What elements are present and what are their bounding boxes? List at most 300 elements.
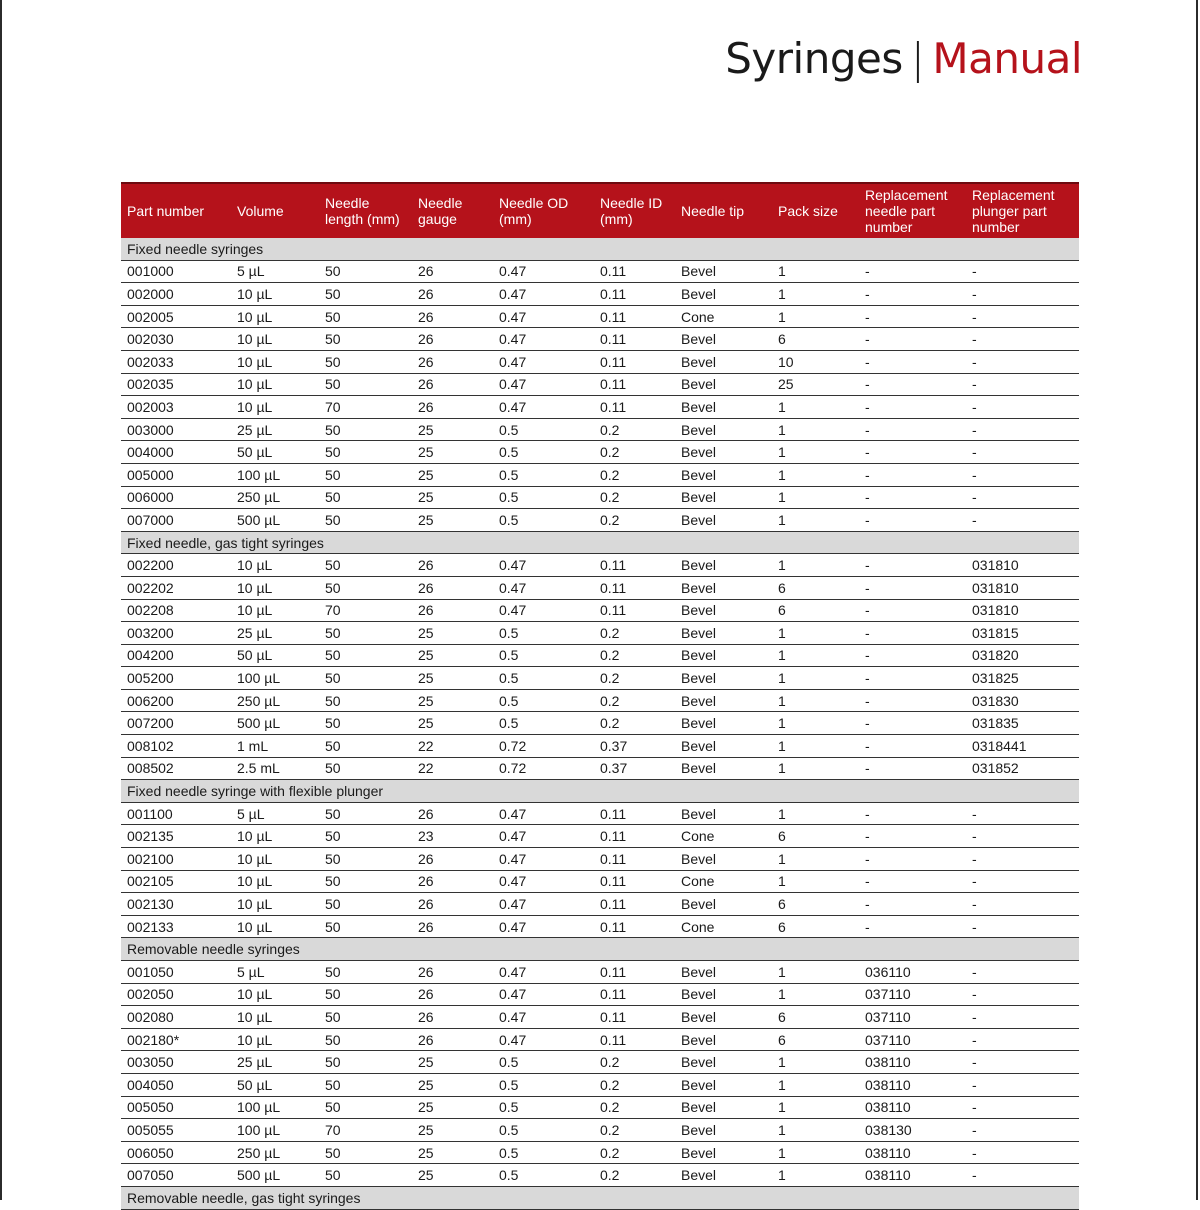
table-cell: - [859, 463, 966, 486]
table-cell: 50 [319, 486, 412, 509]
table-cell: 10 µL [231, 1006, 319, 1029]
table-cell: Bevel [675, 1141, 772, 1164]
table-cell: 0.5 [493, 644, 594, 667]
table-cell: - [966, 848, 1079, 871]
table-cell: 031810 [966, 576, 1079, 599]
table-cell: - [859, 802, 966, 825]
table-cell: 10 µL [231, 599, 319, 622]
table-cell: 037110 [859, 1006, 966, 1029]
table-row [121, 802, 1079, 825]
table-cell: 10 µL [231, 893, 319, 916]
table-cell: Bevel [675, 1164, 772, 1187]
table-cell: Bevel [675, 893, 772, 916]
table-cell: 500 µL [231, 1164, 319, 1187]
table-cell: 031810 [966, 554, 1079, 577]
table-cell: 50 [319, 622, 412, 645]
table-cell: - [859, 644, 966, 667]
table-cell: 038130 [859, 1119, 966, 1142]
table-cell: 10 µL [231, 848, 319, 871]
table-cell: 50 [319, 283, 412, 306]
table-cell: Bevel [675, 576, 772, 599]
table-cell: Bevel [675, 848, 772, 871]
table-cell: 1 [772, 667, 859, 690]
table-row [121, 757, 1079, 780]
column-header: Needle length (mm) [319, 183, 412, 238]
table-cell: 26 [412, 870, 493, 893]
table-cell: 1 [772, 260, 859, 283]
table-cell: 1 [772, 622, 859, 645]
table-cell: 10 µL [231, 305, 319, 328]
table-cell: Bevel [675, 260, 772, 283]
table-cell: 50 µL [231, 441, 319, 464]
table-cell: - [966, 509, 1079, 532]
table-row [121, 1141, 1079, 1164]
table-cell: 25 [412, 1051, 493, 1074]
table-cell: 10 µL [231, 1028, 319, 1051]
syringe-parts-table [121, 182, 1079, 1210]
table-cell: - [859, 848, 966, 871]
table-cell: 0.2 [594, 1096, 675, 1119]
table-cell: 26 [412, 802, 493, 825]
table-cell: - [966, 1073, 1079, 1096]
table-cell: 25 [412, 622, 493, 645]
table-row [121, 667, 1079, 690]
table-cell: 0.5 [493, 712, 594, 735]
table-cell: 0.11 [594, 373, 675, 396]
table-cell: 25 [412, 689, 493, 712]
table-cell: Bevel [675, 486, 772, 509]
table-cell: 0.5 [493, 622, 594, 645]
table-cell: 1 [772, 418, 859, 441]
table-row [121, 283, 1079, 306]
table-cell: 23 [412, 825, 493, 848]
table-cell: 6 [772, 915, 859, 938]
table-cell: 2.5 mL [231, 757, 319, 780]
table-cell: - [966, 463, 1079, 486]
table-cell: 26 [412, 305, 493, 328]
table-cell: 0.47 [493, 396, 594, 419]
table-cell: 250 µL [231, 486, 319, 509]
table-cell: 25 [412, 667, 493, 690]
table-cell: 0.5 [493, 1164, 594, 1187]
table-cell: 031852 [966, 757, 1079, 780]
table-cell: Bevel [675, 441, 772, 464]
table-row [121, 1028, 1079, 1051]
table-cell: 031820 [966, 644, 1079, 667]
table-cell: Bevel [675, 802, 772, 825]
table-cell: 002100 [121, 848, 231, 871]
document-section: Manual [932, 34, 1082, 83]
table-cell: - [859, 396, 966, 419]
table-cell: - [966, 893, 1079, 916]
table-row [121, 712, 1079, 735]
table-cell: 001000 [121, 260, 231, 283]
table-cell: Bevel [675, 983, 772, 1006]
table-cell: 26 [412, 396, 493, 419]
table-cell: 50 [319, 712, 412, 735]
table-cell: 0.47 [493, 554, 594, 577]
table-cell: - [966, 870, 1079, 893]
table-cell: 0.37 [594, 735, 675, 758]
table-cell: 10 µL [231, 283, 319, 306]
table-cell: 50 [319, 305, 412, 328]
table-cell: 0.2 [594, 463, 675, 486]
table-cell: 10 [772, 350, 859, 373]
table-cell: - [966, 825, 1079, 848]
table-cell: 038110 [859, 1164, 966, 1187]
table-cell: Bevel [675, 509, 772, 532]
table-cell: Bevel [675, 1119, 772, 1142]
table-row [121, 1096, 1079, 1119]
table-cell: 0.11 [594, 983, 675, 1006]
table-cell: 007050 [121, 1164, 231, 1187]
table-cell: Bevel [675, 712, 772, 735]
table-cell: - [859, 441, 966, 464]
table-cell: 0.47 [493, 983, 594, 1006]
table-cell: Bevel [675, 1006, 772, 1029]
table-cell: 50 [319, 1006, 412, 1029]
table-cell: 1 [772, 802, 859, 825]
table-cell: Cone [675, 305, 772, 328]
table-cell: Bevel [675, 373, 772, 396]
group-header-row [121, 531, 1079, 554]
table-row [121, 961, 1079, 984]
table-cell: 0.2 [594, 1051, 675, 1074]
table-row [121, 260, 1079, 283]
table-row [121, 418, 1079, 441]
table-cell: 0.2 [594, 689, 675, 712]
table-row [121, 825, 1079, 848]
table-cell: 0.11 [594, 825, 675, 848]
table-cell: 007000 [121, 509, 231, 532]
table-cell: 250 µL [231, 1141, 319, 1164]
table-cell: 10 µL [231, 396, 319, 419]
table-cell: 100 µL [231, 463, 319, 486]
table-cell: 50 [319, 441, 412, 464]
table-cell: Bevel [675, 396, 772, 419]
table-cell: 50 [319, 576, 412, 599]
table-cell: 003200 [121, 622, 231, 645]
table-cell: - [966, 1096, 1079, 1119]
table-cell: 0318441 [966, 735, 1079, 758]
table-cell: - [859, 283, 966, 306]
table-cell: 1 [772, 735, 859, 758]
group-header-row [121, 938, 1079, 961]
table-cell: 1 [772, 1141, 859, 1164]
table-cell: 50 [319, 463, 412, 486]
table-cell: 50 [319, 1141, 412, 1164]
table-cell: 001100 [121, 802, 231, 825]
table-cell: 002208 [121, 599, 231, 622]
table-cell: 26 [412, 283, 493, 306]
table-cell: 100 µL [231, 1096, 319, 1119]
table-cell: 50 [319, 757, 412, 780]
table-cell: 0.2 [594, 644, 675, 667]
column-header: Needle ID (mm) [594, 183, 675, 238]
table-cell: 26 [412, 848, 493, 871]
table-cell: 26 [412, 373, 493, 396]
table-cell: 50 [319, 667, 412, 690]
table-cell: 26 [412, 1006, 493, 1029]
column-header: Needle tip [675, 183, 772, 238]
table-cell: 1 [772, 983, 859, 1006]
table-cell: 6 [772, 1006, 859, 1029]
table-cell: - [966, 1006, 1079, 1029]
table-cell: Bevel [675, 328, 772, 351]
table-cell: 22 [412, 735, 493, 758]
table-cell: 0.11 [594, 599, 675, 622]
syringe-table-container [121, 182, 1079, 1210]
table-cell: 6 [772, 576, 859, 599]
table-cell: - [859, 825, 966, 848]
table-cell: Bevel [675, 463, 772, 486]
table-cell: 037110 [859, 983, 966, 1006]
table-cell: - [966, 441, 1079, 464]
table-cell: 10 µL [231, 350, 319, 373]
table-cell: 50 [319, 554, 412, 577]
table-row [121, 305, 1079, 328]
table-cell: 22 [412, 757, 493, 780]
table-header-row [121, 183, 1079, 238]
table-cell: 50 [319, 870, 412, 893]
table-cell: 26 [412, 350, 493, 373]
table-cell: 0.11 [594, 350, 675, 373]
table-cell: 001050 [121, 961, 231, 984]
table-cell: 1 [772, 1096, 859, 1119]
table-cell: - [859, 554, 966, 577]
table-row [121, 396, 1079, 419]
table-cell: 031815 [966, 622, 1079, 645]
table-cell: 003050 [121, 1051, 231, 1074]
table-cell: 6 [772, 599, 859, 622]
table-cell: 031830 [966, 689, 1079, 712]
table-cell: 007200 [121, 712, 231, 735]
table-cell: 1 [772, 283, 859, 306]
table-cell: 50 [319, 373, 412, 396]
table-cell: Bevel [675, 283, 772, 306]
table-cell: 25 [412, 1096, 493, 1119]
table-cell: 1 [772, 689, 859, 712]
table-cell: 26 [412, 983, 493, 1006]
table-cell: 50 [319, 260, 412, 283]
table-row [121, 373, 1079, 396]
table-cell: 1 [772, 757, 859, 780]
table-cell: - [859, 599, 966, 622]
table-cell: 6 [772, 328, 859, 351]
table-cell: 0.5 [493, 441, 594, 464]
table-cell: 26 [412, 1028, 493, 1051]
table-cell: 25 [412, 1164, 493, 1187]
title-separator: | [910, 34, 925, 83]
table-cell: 70 [319, 1119, 412, 1142]
table-cell: - [859, 712, 966, 735]
table-cell: 50 [319, 1028, 412, 1051]
table-cell: 26 [412, 554, 493, 577]
table-cell: 0.2 [594, 441, 675, 464]
table-cell: 008102 [121, 735, 231, 758]
group-title: Removable needle syringes [121, 938, 1079, 961]
table-cell: 50 [319, 1164, 412, 1187]
table-cell: 0.2 [594, 1073, 675, 1096]
table-cell: 25 [412, 1119, 493, 1142]
table-cell: - [966, 802, 1079, 825]
table-cell: 004200 [121, 644, 231, 667]
table-cell: 002005 [121, 305, 231, 328]
table-cell: 003000 [121, 418, 231, 441]
table-cell: 0.5 [493, 667, 594, 690]
table-cell: 0.47 [493, 802, 594, 825]
table-cell: - [859, 305, 966, 328]
table-cell: 1 [772, 396, 859, 419]
table-cell: Bevel [675, 644, 772, 667]
group-header-row [121, 238, 1079, 260]
table-cell: 25 [412, 441, 493, 464]
table-cell: 0.11 [594, 870, 675, 893]
table-cell: 0.47 [493, 870, 594, 893]
table-cell: - [859, 870, 966, 893]
table-cell: - [966, 961, 1079, 984]
group-header-row [121, 1186, 1079, 1209]
table-cell: 26 [412, 260, 493, 283]
table-cell: 0.72 [493, 735, 594, 758]
table-cell: 0.2 [594, 509, 675, 532]
table-cell: 26 [412, 893, 493, 916]
table-cell: 6 [772, 825, 859, 848]
table-cell: 0.11 [594, 961, 675, 984]
table-cell: 26 [412, 961, 493, 984]
table-cell: 6 [772, 1028, 859, 1051]
table-cell: - [966, 396, 1079, 419]
table-cell: 0.5 [493, 1119, 594, 1142]
table-cell: 036110 [859, 961, 966, 984]
table-cell: 100 µL [231, 667, 319, 690]
table-cell: 25 [412, 509, 493, 532]
table-cell: 0.11 [594, 1006, 675, 1029]
table-cell: 0.11 [594, 802, 675, 825]
table-row [121, 576, 1079, 599]
table-cell: 25 [412, 486, 493, 509]
table-cell: 25 µL [231, 622, 319, 645]
table-row [121, 915, 1079, 938]
table-cell: 0.37 [594, 757, 675, 780]
table-cell: 50 [319, 1073, 412, 1096]
table-cell: - [966, 305, 1079, 328]
table-cell: 5 µL [231, 961, 319, 984]
table-cell: 1 [772, 1119, 859, 1142]
table-cell: 1 [772, 554, 859, 577]
table-cell: 002050 [121, 983, 231, 1006]
table-cell: 0.5 [493, 418, 594, 441]
table-cell: 037110 [859, 1028, 966, 1051]
table-row [121, 509, 1079, 532]
table-cell: 0.11 [594, 1028, 675, 1051]
table-cell: 005200 [121, 667, 231, 690]
table-cell: 0.47 [493, 283, 594, 306]
table-row [121, 689, 1079, 712]
table-cell: 25 µL [231, 418, 319, 441]
table-cell: Bevel [675, 418, 772, 441]
table-cell: 50 [319, 848, 412, 871]
table-cell: 10 µL [231, 915, 319, 938]
table-cell: 0.72 [493, 757, 594, 780]
table-cell: Bevel [675, 735, 772, 758]
table-cell: 50 µL [231, 1073, 319, 1096]
table-cell: 0.11 [594, 554, 675, 577]
table-cell: Bevel [675, 599, 772, 622]
table-cell: 0.11 [594, 396, 675, 419]
group-title: Fixed needle syringe with flexible plunger [121, 780, 1079, 803]
table-cell: - [859, 350, 966, 373]
table-cell: 031825 [966, 667, 1079, 690]
table-row [121, 1051, 1079, 1074]
table-cell: 0.47 [493, 825, 594, 848]
table-cell: 0.5 [493, 509, 594, 532]
table-cell: 25 [412, 1141, 493, 1164]
table-cell: 25 µL [231, 1051, 319, 1074]
table-cell: 031835 [966, 712, 1079, 735]
table-row [121, 1119, 1079, 1142]
table-cell: 500 µL [231, 509, 319, 532]
column-header: Replacement plunger part number [966, 183, 1079, 238]
table-cell: 70 [319, 599, 412, 622]
table-cell: - [966, 373, 1079, 396]
table-cell: 0.11 [594, 328, 675, 351]
table-cell: 031810 [966, 599, 1079, 622]
table-cell: Bevel [675, 1096, 772, 1119]
table-cell: Bevel [675, 1051, 772, 1074]
table-cell: 10 µL [231, 870, 319, 893]
table-cell: 10 µL [231, 825, 319, 848]
table-row [121, 554, 1079, 577]
table-cell: - [966, 260, 1079, 283]
table-cell: 0.2 [594, 712, 675, 735]
table-cell: 50 [319, 509, 412, 532]
table-row [121, 644, 1079, 667]
table-cell: 002135 [121, 825, 231, 848]
table-cell: 26 [412, 576, 493, 599]
table-cell: - [859, 509, 966, 532]
table-cell: 1 [772, 848, 859, 871]
table-cell: - [966, 350, 1079, 373]
table-cell: 500 µL [231, 712, 319, 735]
table-cell: - [859, 893, 966, 916]
table-cell: 1 [772, 961, 859, 984]
table-cell: 002130 [121, 893, 231, 916]
table-cell: - [966, 1028, 1079, 1051]
table-cell: 038110 [859, 1051, 966, 1074]
table-cell: 0.11 [594, 848, 675, 871]
table-cell: 002180* [121, 1028, 231, 1051]
table-cell: 0.5 [493, 1141, 594, 1164]
table-cell: 0.47 [493, 599, 594, 622]
table-cell: 25 [412, 712, 493, 735]
table-cell: 10 µL [231, 328, 319, 351]
table-cell: 002033 [121, 350, 231, 373]
table-cell: 1 [772, 870, 859, 893]
table-cell: 50 µL [231, 644, 319, 667]
table-cell: 002202 [121, 576, 231, 599]
table-cell: 0.2 [594, 667, 675, 690]
document-header [725, 34, 1082, 83]
table-cell: 006050 [121, 1141, 231, 1164]
table-cell: 26 [412, 915, 493, 938]
table-cell: 50 [319, 418, 412, 441]
table-cell: 26 [412, 599, 493, 622]
table-cell: 1 [772, 1051, 859, 1074]
table-cell: 008502 [121, 757, 231, 780]
table-cell: 1 [772, 1164, 859, 1187]
table-cell: - [859, 576, 966, 599]
